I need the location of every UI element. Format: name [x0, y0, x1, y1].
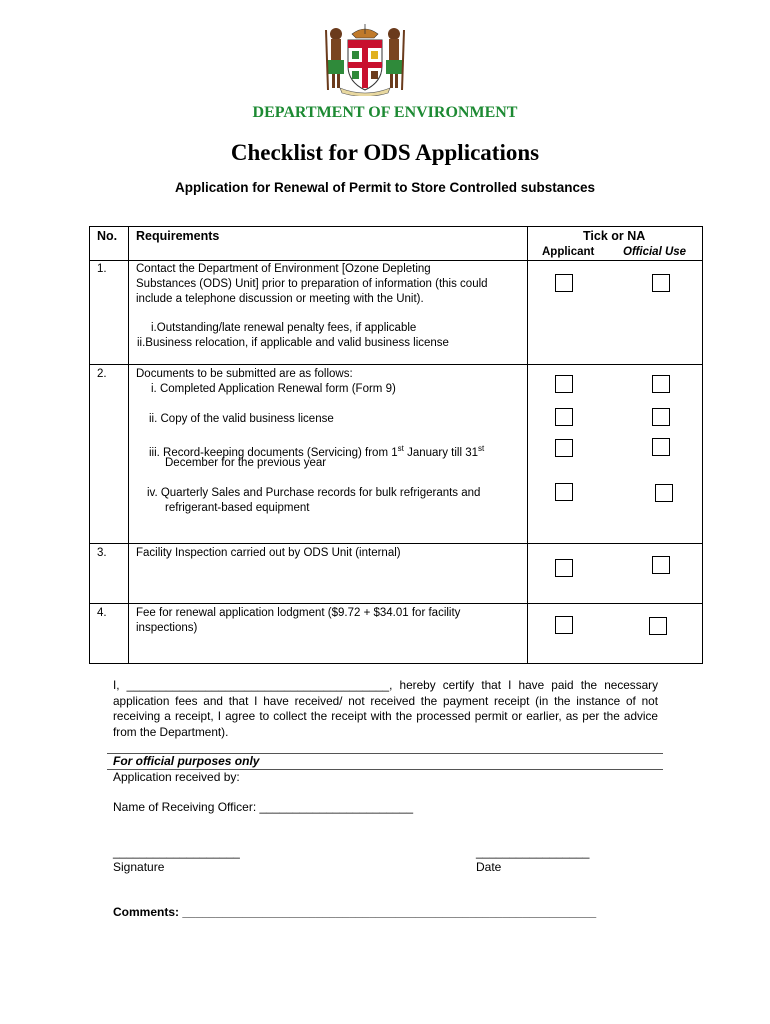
page-title: Checklist for ODS Applications [230, 140, 540, 165]
official-purposes-heading: For official purposes only [113, 754, 260, 768]
column-divider [128, 227, 129, 663]
comments-field[interactable] [113, 905, 596, 919]
row-number: 3. [97, 547, 107, 559]
coat-of-arms-logo [322, 20, 408, 96]
applicant-checkbox[interactable] [555, 274, 573, 292]
certification-statement: I, ________________________________________, hereby certify that I have paid the necessary application fees and that I have received/ not received the payment receipt (in the instance of not receiving a receipt, I agree to collect the receipt with the processed permit or earlier, as per the advice from the Department). [113, 678, 658, 739]
date-line[interactable]: _________________ [476, 845, 590, 859]
signature-label: Signature [113, 860, 165, 874]
row-number: 1. [97, 263, 107, 275]
requirement-subitem: iii. Record-keeping documents (Servicing) from 1st January till 31st [149, 444, 485, 459]
requirement-text: Substances (ODS) Unit] prior to preparation of information (this could [136, 278, 488, 290]
applicant-checkbox[interactable] [555, 483, 573, 501]
requirement-subitem: i. Completed Application Renewal form (Form 9) [151, 383, 396, 395]
official-use-checkbox[interactable] [652, 438, 670, 456]
requirement-subitem: iv. Quarterly Sales and Purchase records for bulk refrigerants and [147, 487, 481, 499]
applicant-checkbox[interactable] [555, 439, 573, 457]
requirement-subitem: ii. Copy of the valid business license [149, 413, 334, 425]
row-divider [90, 543, 702, 544]
header-no: No. [97, 229, 118, 243]
department-heading: DEPARTMENT OF ENVIRONMENT [252, 104, 518, 121]
page-subtitle: Application for Renewal of Permit to Store Controlled substances [174, 180, 596, 195]
applicant-checkbox[interactable] [555, 408, 573, 426]
applicant-checkbox[interactable] [555, 616, 573, 634]
official-use-checkbox[interactable] [649, 617, 667, 635]
application-received-label: Application received by: [113, 770, 240, 784]
official-use-checkbox[interactable] [652, 274, 670, 292]
checklist-table [89, 226, 703, 664]
requirement-text: Fee for renewal application lodgment ($9.72 + $34.01 for facility [136, 607, 461, 619]
row-divider [90, 603, 702, 604]
requirement-subitem: December for the previous year [165, 457, 327, 469]
requirement-text: Facility Inspection carried out by ODS Unit (internal) [136, 547, 401, 559]
column-divider [527, 227, 528, 663]
header-tick-or-na: Tick or NA [583, 229, 646, 243]
row-divider [90, 364, 702, 365]
row-number: 2. [97, 368, 107, 380]
official-use-checkbox[interactable] [652, 556, 670, 574]
requirement-text: include a telephone discussion or meeting with the Unit). [136, 293, 424, 305]
row-divider [90, 260, 702, 261]
header-applicant: Applicant [542, 246, 595, 258]
requirement-text: Contact the Department of Environment [Ozone Depleting [136, 263, 431, 275]
applicant-checkbox[interactable] [555, 559, 573, 577]
header-official-use: Official Use [623, 246, 687, 258]
signature-line[interactable]: ___________________ [113, 845, 240, 859]
applicant-checkbox[interactable] [555, 375, 573, 393]
official-use-checkbox[interactable] [655, 484, 673, 502]
requirement-subitem: ii.Business relocation, if applicable and valid business license [137, 337, 449, 349]
official-use-checkbox[interactable] [652, 375, 670, 393]
official-use-checkbox[interactable] [652, 408, 670, 426]
requirement-subitem: refrigerant-based equipment [165, 502, 310, 514]
row-number: 4. [97, 607, 107, 619]
header-requirements: Requirements [136, 229, 220, 243]
date-label: Date [476, 860, 502, 874]
requirement-text: Documents to be submitted are as follows: [136, 368, 353, 380]
comments-line: ______________________________________________________________ [179, 905, 597, 919]
requirement-subitem: i.Outstanding/late renewal penalty fees, if applicable [151, 322, 417, 334]
receiving-officer-field[interactable]: Name of Receiving Officer: _______________________ [113, 800, 413, 814]
requirement-text: inspections) [136, 622, 198, 634]
comments-label: Comments: [113, 905, 180, 919]
